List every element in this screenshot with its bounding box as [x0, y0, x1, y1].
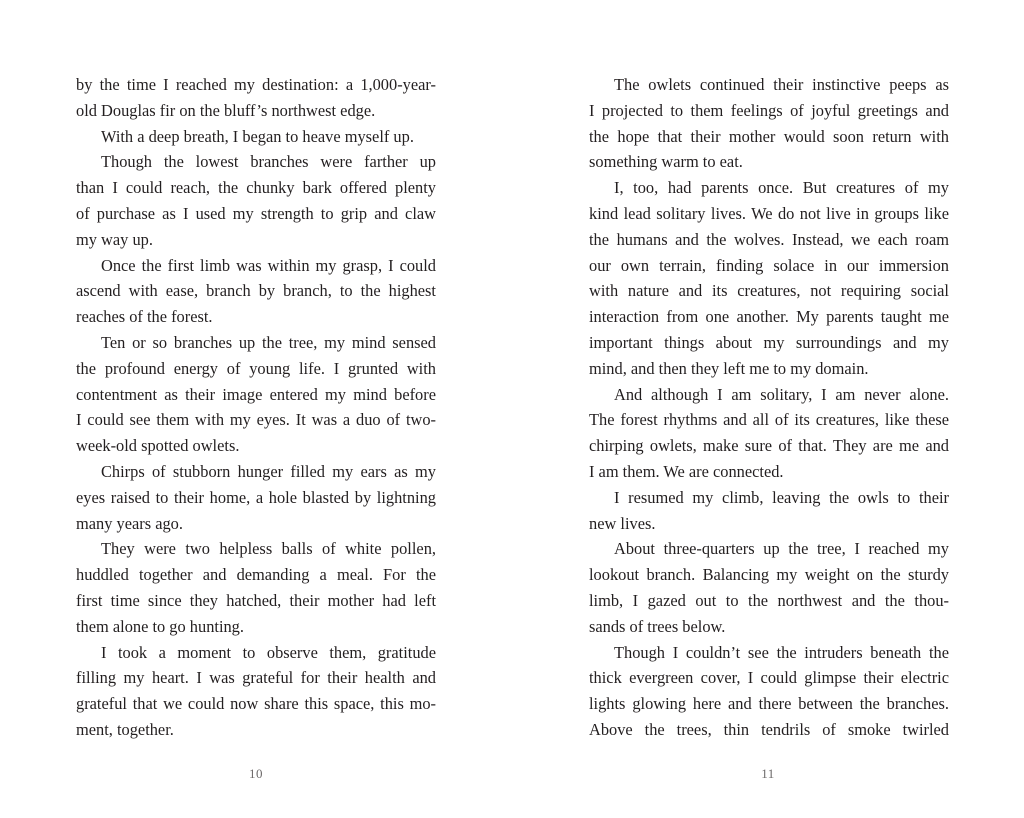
text-line: first time since they hatched, their mother had left: [76, 590, 436, 610]
page-number-left: 10: [249, 766, 263, 781]
text-line: by the time I reached my destination: a 1,000-year-: [76, 75, 436, 94]
text-line: mind, and then they left me to my domain.: [589, 358, 869, 378]
text-line: Ten or so branches up the tree, my mind sensed: [101, 332, 436, 352]
text-line: with nature and its creatures, not requiring social: [589, 281, 949, 301]
text-line: week-old spotted owlets.: [76, 436, 240, 456]
text-line: Though the lowest branches were farther up: [101, 152, 436, 172]
text-line: huddled together and demanding a meal. For the: [76, 565, 436, 585]
text-line: limb, I gazed out to the northwest and the thou-: [589, 590, 949, 610]
text-line: than I could reach, the chunky bark offered plenty: [76, 178, 436, 198]
text-line: ascend with ease, branch by branch, to the highest: [76, 281, 436, 301]
text-line: filling my heart. I was grateful for their health and: [76, 668, 436, 688]
text-line: And although I am solitary, I am never alone.: [614, 384, 949, 404]
text-line: our own terrain, finding solace in our immersion: [589, 255, 949, 275]
text-line: I projected to them feelings of joyful greetings and: [589, 100, 949, 120]
page-number-right: 11: [761, 766, 775, 781]
text-line: kind lead solitary lives. We do not live in groups like: [589, 203, 949, 223]
text-line: something warm to eat.: [589, 152, 743, 172]
text-line: lights glowing here and there between the branches.: [589, 694, 949, 714]
text-line: I could see them with my eyes. It was a duo of two-: [76, 410, 436, 430]
text-line: Once the first limb was within my grasp, I could: [101, 255, 436, 275]
text-line: of purchase as I used my strength to grip and claw: [76, 203, 436, 223]
text-line: sands of trees below.: [589, 616, 726, 636]
text-line: Above the trees, thin tendrils of smoke twirled: [589, 719, 949, 739]
text-line: the hope that their mother would soon return with: [589, 126, 949, 146]
text-line: I took a moment to observe them, gratitude: [101, 642, 436, 662]
left-page-body: [76, 72, 436, 743]
text-line: With a deep breath, I began to heave myself up.: [101, 126, 414, 146]
text-line: the profound energy of young life. I grunted with: [76, 358, 436, 378]
text-line: The owlets continued their instinctive peeps as: [614, 75, 949, 94]
text-line: grateful that we could now share this space, this mo-: [76, 694, 436, 714]
text-line: contentment as their image entered my mind before: [76, 384, 436, 404]
text-line: them alone to go hunting.: [76, 616, 244, 636]
text-line: new lives.: [589, 513, 656, 533]
text-line: They were two helpless balls of white pollen,: [101, 539, 436, 559]
text-line: important things about my surroundings and my: [589, 332, 949, 352]
text-line: reaches of the forest.: [76, 307, 213, 327]
text-line: I resumed my climb, leaving the owls to their: [614, 487, 949, 507]
text-line: I am them. We are connected.: [589, 461, 784, 481]
right-page-body: [589, 72, 949, 743]
text-line: thick evergreen cover, I could glimpse their electric: [589, 668, 949, 688]
text-line: The forest rhythms and all of its creatures, like these: [589, 410, 949, 430]
text-line: chirping owlets, make sure of that. They are me and: [589, 436, 949, 456]
text-line: ment, together.: [76, 719, 174, 739]
text-line: About three-quarters up the tree, I reached my: [614, 539, 949, 559]
right-page: [512, 0, 1024, 818]
text-line: old Douglas fir on the bluff’s northwest edge.: [76, 100, 376, 120]
text-line: the humans and the wolves. Instead, we each roam: [589, 229, 949, 249]
text-line: eyes raised to their home, a hole blasted by lightning: [76, 487, 436, 507]
text-line: Chirps of stubborn hunger filled my ears as my: [101, 461, 436, 481]
text-line: interaction from one another. My parents taught me: [589, 307, 949, 327]
text-line: my way up.: [76, 229, 153, 249]
text-line: I, too, had parents once. But creatures of my: [614, 178, 949, 198]
text-line: Though I couldn’t see the intruders beneath the: [614, 642, 949, 662]
text-line: many years ago.: [76, 513, 183, 533]
text-line: lookout branch. Balancing my weight on the sturdy: [589, 565, 949, 585]
